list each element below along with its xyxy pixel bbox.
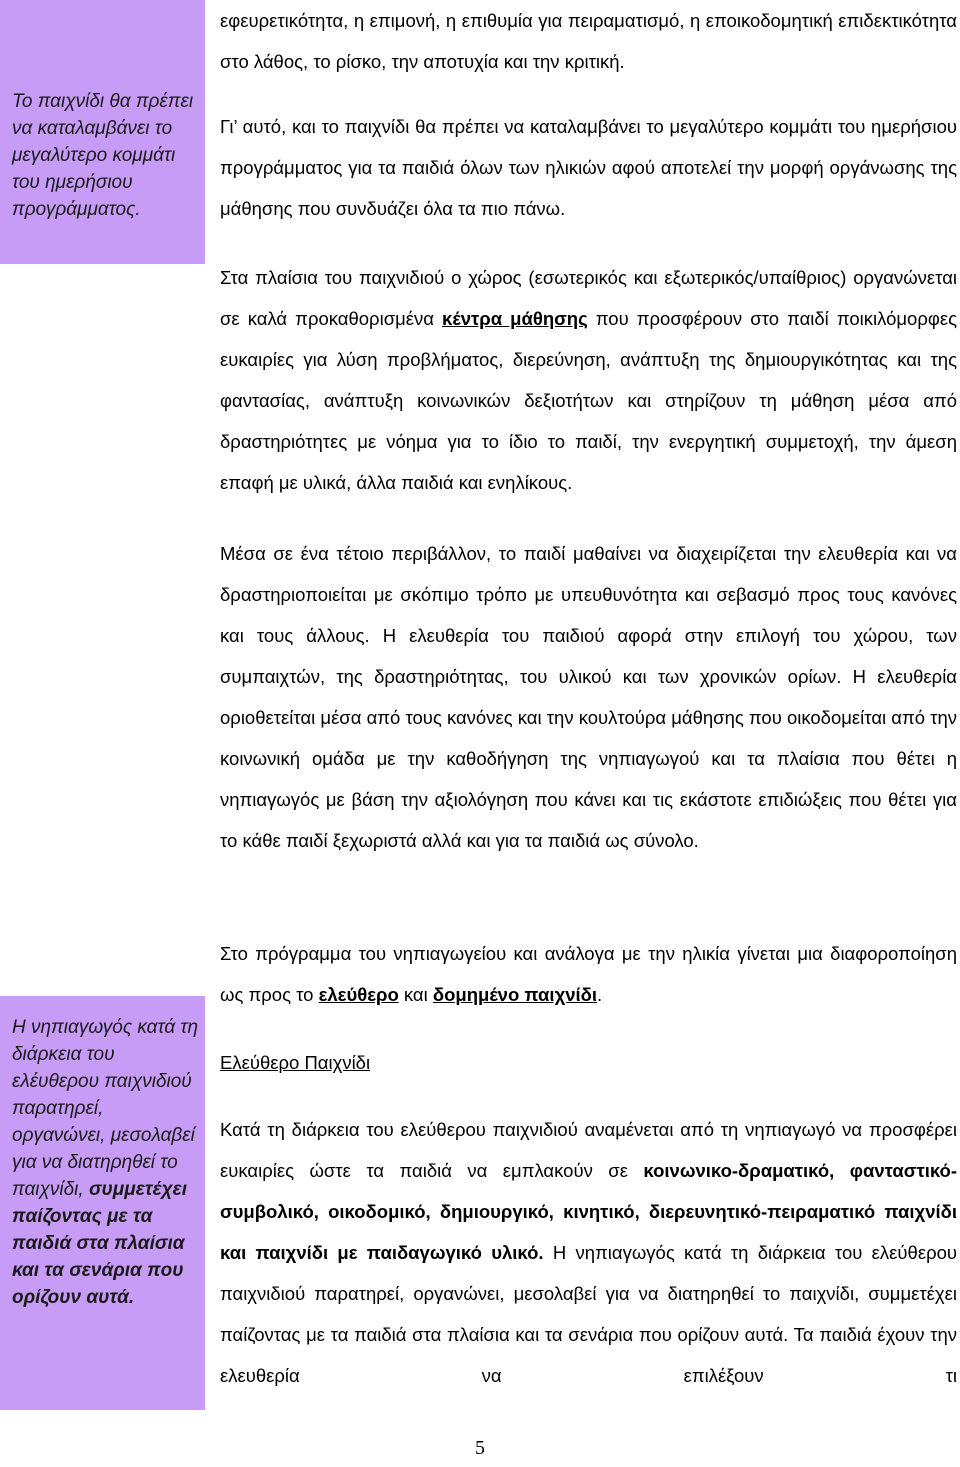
play-types-list: κοινωνικο-δραματικό, φανταστικό-συμβολικό, οικοδομικό, δημιουργικό, κινητικό, διερευνητικό-πειραματικό παιχνίδι και παιχνίδι με παιδαγωγικό υλικό. (220, 1160, 958, 1263)
paragraph-3-block (220, 533, 957, 861)
paragraph-4-block (220, 933, 957, 1015)
paragraph-0: εφευρετικότητα, η επιμονή, η επιθυμία για πειραματισμό, η εποικοδομητική επιδεκτικότητα στο λάθος, το ρίσκο, την αποτυχία και την κριτική. (220, 10, 957, 72)
paragraph-4-and: και (398, 984, 433, 1005)
paragraph-2 (220, 257, 957, 503)
paragraph-1: Γι’ αυτό, και το παιχνίδι θα πρέπει να καταλαμβάνει το μεγαλύτερο κομμάτι του ημερήσιου προγράμματος για τα παιδιά όλων των ηλικιών αφού αποτελεί την μορφή οργάνωσης της μάθησης που συνδυάζει όλα τα πιο πάνω. (220, 116, 957, 219)
paragraph-5-text-a: Κατά τη διάρκεια του ελεύθερου παιχνιδιού αναμένεται από τη νηπιαγωγό να προσφέρει ευκαιρίες ώστε τα παιδιά να εμπλακούν σε (220, 1119, 957, 1181)
sidebar-note-daily-schedule (0, 0, 205, 264)
paragraph-2-block (220, 257, 957, 503)
section-heading-block (220, 1042, 957, 1083)
paragraph-2-text-b: που προσφέρουν στο παιδί ποικιλόμορφες ευκαιρίες για λύση προβλήματος, διερεύνηση, ανάπτυξη της δημιουργικότητας και της φαντασίας, ανάπτυξη κοινωνικών δεξιοτήτων και στηρίζουν τη μάθηση μέσα από δραστηριότητες με νόημα για το ίδιο το παιδί, την ενεργητική συμμετοχή, την άμεση επαφή με υλικά, άλλα παιδιά και ενηλίκους. (220, 308, 958, 493)
paragraph-0-block (220, 0, 957, 82)
sidebar-note-text: Το παιχνίδι θα πρέπει να καταλαμβάνει το μεγαλύτερο κομμάτι του ημερήσιου προγράμματος. (12, 91, 194, 220)
paragraph-4 (220, 933, 957, 1015)
paragraph-5 (220, 1109, 957, 1396)
page-number: 5 (475, 1437, 485, 1459)
paragraph-5-block (220, 1109, 957, 1396)
paragraph-3: Μέσα σε ένα τέτοιο περιβάλλον, το παιδί μαθαίνει να διαχειρίζεται την ελευθερία και να δραστηριοποιείται με σκόπιμο τρόπο με υπευθυνότητα και σεβασμό προς τους κανόνες και τους άλλους. Η ελευθερία του παιδιού αφορά στην επιλογή του χώρου, των συμπαιχτών, της δραστηριότητας, του υλικού και των χρονικών ορίων. Η ελευθερία οριοθετείται μέσα από τους κανόνες και την κουλτούρα μάθησης που οικοδομείται από την κοινωνική ομάδα με την καθοδήγηση της νηπιαγωγού και τα πλαίσια που θέτει η νηπιαγωγός με βάση την αξιολόγηση που κάνει και τις εκάστοτε επιδιώξεις που θέτει για το κάθε παιδί ξεχωριστά αλλά και για τα παιδιά ως σύνολο. (220, 543, 958, 851)
paragraph-1-block (220, 106, 957, 229)
free-play-term: ελεύθερο (318, 984, 399, 1005)
paragraph-4-end: . (597, 984, 603, 1005)
structured-play-term: δομημένο παιχνίδι (432, 984, 598, 1005)
learning-centers-term: κέντρα μάθησης (442, 308, 588, 329)
sidebar-note-teacher-role (0, 996, 205, 1410)
sidebar-note-regular: Η νηπιαγωγός κατά τη διάρκεια του ελέυθερου παιχνιδιού παρατηρεί, οργανώνει, μεσολαβεί για να διατηρηθεί το παιχνίδι, (12, 1017, 199, 1200)
paragraph-5-text-b: Η νηπιαγωγός κατά τη διάρκεια του ελεύθερου παιχνιδιού παρατηρεί, οργανώνει, μεσολαβεί για να διατηρηθεί το παιχνίδι, συμμετέχει παίζοντας με τα παιδιά στα πλαίσια και τα σενάρια που ορίζουν αυτά. Τα παιδιά έχουν την ελευθερία να επιλέξουν τι (220, 1242, 957, 1386)
sidebar-note-bold: συμμετέχει παίζοντας με τα παιδιά στα πλαίσια και τα σενάρια που ορίζουν αυτά. (12, 1179, 188, 1308)
paragraph-4-text-a: Στο πρόγραμμα του νηπιαγωγείου και ανάλογα με την ηλικία γίνεται μια διαφοροποίηση ως προς το (220, 943, 957, 1005)
paragraph-2-text-a: Στα πλαίσια του παιχνιδιού ο χώρος (εσωτερικός και εξωτερικός/υπαίθριος) οργανώνεται σε καλά προκαθορισμένα (220, 267, 957, 329)
sidebar-note-text (12, 1014, 199, 1311)
section-heading-free-play: Ελεύθερο Παιχνίδι (220, 1052, 371, 1073)
